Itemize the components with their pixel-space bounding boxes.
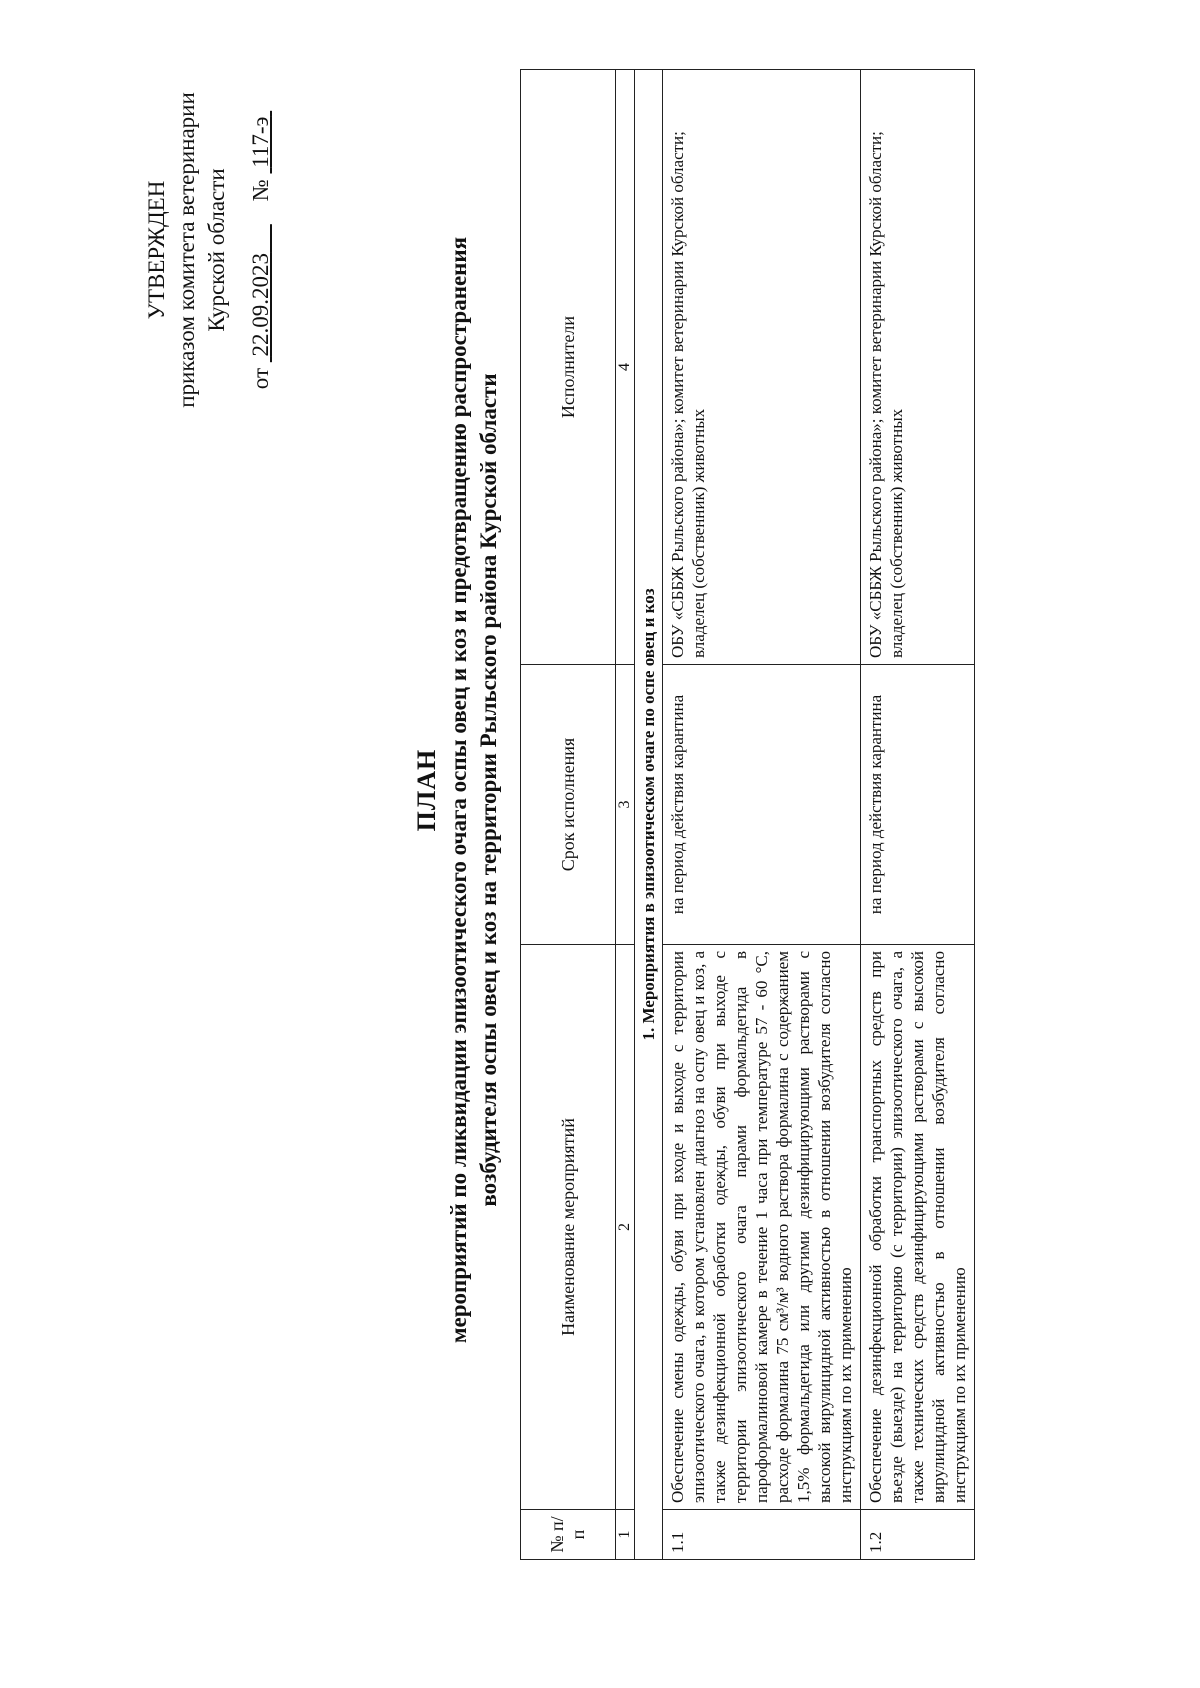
column-number-row bbox=[616, 70, 635, 1560]
row-executors: ОБУ «СББЖ Рыльского района»; комитет ветеринарии Курской области; владелец (собственник) животных bbox=[861, 70, 975, 665]
header-number: № п/п bbox=[521, 1510, 616, 1560]
title-line-2: возбудителя оспы овец и коз на территории Рыльского района Курской области bbox=[476, 373, 501, 1207]
column-number: 2 bbox=[616, 945, 635, 1510]
date-prefix: от bbox=[248, 367, 273, 390]
approval-heading: УТВЕРЖДЕН bbox=[144, 180, 169, 320]
row-term: на период действия карантина bbox=[663, 665, 861, 945]
row-number: 1.1 bbox=[663, 1510, 861, 1560]
approval-date: 22.09.2023 bbox=[248, 252, 273, 357]
plan-heading: ПЛАН bbox=[412, 748, 441, 832]
header-name: Наименование мероприятий bbox=[521, 945, 616, 1510]
row-term: на период действия карантина bbox=[861, 665, 975, 945]
row-number: 1.2 bbox=[861, 1510, 975, 1560]
table-header-row bbox=[521, 70, 616, 1560]
header-executors: Исполнители bbox=[521, 70, 616, 665]
approval-number: 117-э bbox=[248, 116, 273, 168]
approval-order: приказом комитета ветеринарии bbox=[174, 92, 199, 408]
column-number: 1 bbox=[616, 1510, 635, 1560]
document-page bbox=[30, 0, 1140, 1560]
approval-region: Курской области bbox=[204, 168, 229, 332]
row-executors: ОБУ «СББЖ Рыльского района»; комитет ветеринарии Курской области; владелец (собственник) животных bbox=[663, 70, 861, 665]
table-row bbox=[663, 70, 861, 1560]
header-term: Срок исполнения bbox=[521, 665, 616, 945]
row-measure: Обеспечение дезинфекционной обработки транспортных средств при въезде (выезде) на территорию (с территории) эпизоотического очага, а также технических средств дезинфицирующими растворами с высокой вирулицидной активностью в отношении возбудителя согласно инструкциям по их применению bbox=[861, 945, 975, 1510]
column-number: 4 bbox=[616, 70, 635, 665]
measures-table bbox=[520, 69, 975, 1560]
approval-date-number bbox=[246, 10, 276, 490]
row-measure: Обеспечение смены одежды, обуви при входе и выходе с территории эпизоотического очага, в котором установлен диагноз на оспу овец и коз, а также дезинфекционной обработки одежды, обуви при выходе с территории эпизоотического очага парами формальдегида в пароформалиновой камере в течение 1 часа при температуре 57 - 60 °С, расходе формалина 75 см³/м³ водного раствора формалина с содержанием 1,5% формальдегида или другими дезинфицирующими растворами с высокой вирулицидной активностью в отношении возбудителя согласно инструкциям по их применению bbox=[663, 945, 861, 1510]
number-prefix: № bbox=[248, 179, 273, 202]
approval-stamp bbox=[142, 10, 276, 490]
title-line-1: мероприятий по ликвидации эпизоотического очага оспы овец и коз и предотвращению распространения bbox=[446, 236, 471, 1344]
column-number: 3 bbox=[616, 665, 635, 945]
table-row bbox=[861, 70, 975, 1560]
document-title bbox=[410, 80, 504, 1500]
section-title: 1. Мероприятия в эпизоотическом очаге по оспе овец и коз bbox=[635, 70, 663, 1560]
section-row bbox=[635, 70, 663, 1560]
